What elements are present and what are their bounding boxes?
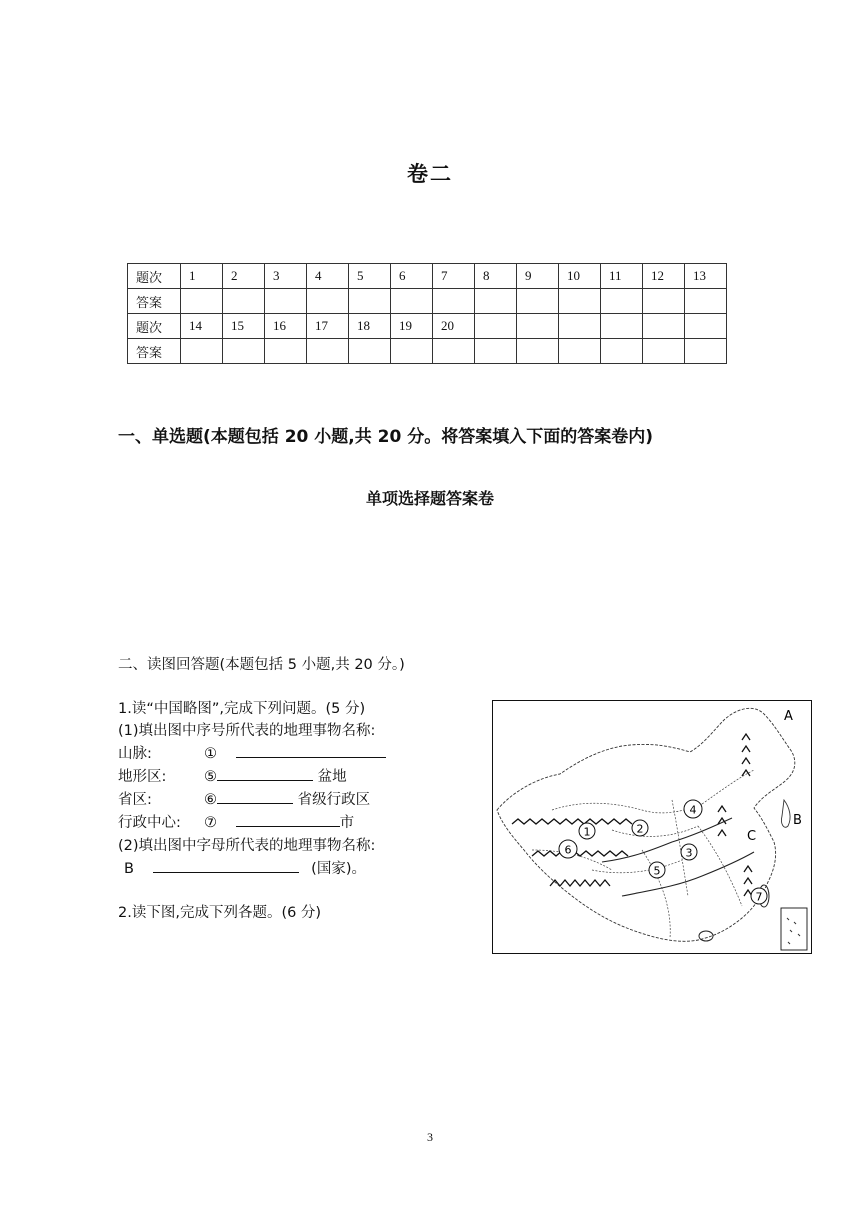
mountain-num: ①: [204, 746, 217, 762]
map-marker-4: [684, 800, 702, 818]
answer-table-cell: 11: [601, 264, 643, 289]
answer-table-cell: 1: [181, 264, 223, 289]
page-number: 3: [427, 1130, 433, 1144]
capital-answer-blank[interactable]: [236, 812, 340, 827]
answer-table-cell: 5: [349, 264, 391, 289]
capital-label: 行政中心:: [118, 815, 181, 831]
answer-table-cell: 16: [265, 314, 307, 339]
answer-table-cell: [517, 314, 559, 339]
answer-table-cell: 18: [349, 314, 391, 339]
map-marker-7: [751, 888, 767, 904]
map-letter-a: A: [784, 709, 793, 724]
answer-table-cell: [643, 314, 685, 339]
answer-table-cell[interactable]: [517, 339, 559, 364]
terrain-suffix: 盆地: [317, 769, 347, 785]
letter-suffix: (国家)。: [311, 861, 366, 877]
svg-text:7: 7: [755, 890, 763, 904]
answer-table-cell[interactable]: [475, 339, 517, 364]
answer-table-cell: 3: [265, 264, 307, 289]
svg-text:3: 3: [685, 846, 693, 860]
answer-table-cell[interactable]: [433, 339, 475, 364]
answer-table-cell[interactable]: [307, 289, 349, 314]
answer-table-cell[interactable]: [391, 289, 433, 314]
capital-num: ⑦: [204, 815, 217, 831]
answer-table-cell[interactable]: [265, 339, 307, 364]
answer-table-cell[interactable]: [433, 289, 475, 314]
answer-table-cell[interactable]: [223, 289, 265, 314]
map-letter-b: B: [793, 813, 802, 828]
answer-table-row: [128, 314, 727, 339]
answer-table-cell[interactable]: [559, 289, 601, 314]
province-suffix: 省级行政区: [297, 792, 371, 808]
q1-part2: (2)填出图中字母所代表的地理事物名称:: [118, 838, 376, 854]
letter-label: B: [124, 861, 134, 877]
answer-table-cell: 7: [433, 264, 475, 289]
answer-table-cell: [601, 314, 643, 339]
section1-subheading: 单项选择题答案卷: [365, 489, 494, 508]
answer-table-cell: 14: [181, 314, 223, 339]
answer-table-cell: 17: [307, 314, 349, 339]
answer-table-cell: 8: [475, 264, 517, 289]
svg-text:6: 6: [564, 843, 572, 857]
q1-province-line: [118, 788, 370, 809]
answer-table-cell[interactable]: [223, 339, 265, 364]
map-marker-3: [681, 844, 697, 860]
answer-table-cell: 13: [685, 264, 727, 289]
answer-table-cell[interactable]: [601, 289, 643, 314]
answer-table-cell: 20: [433, 314, 475, 339]
section2-heading: 二、读图回答题(本题包括 5 小题,共 20 分。): [118, 657, 405, 673]
answer-table-cell[interactable]: [685, 289, 727, 314]
answer-table-cell: 15: [223, 314, 265, 339]
answer-table-row: [128, 339, 727, 364]
map-marker-6: [559, 840, 577, 858]
q1-terrain-line: [118, 765, 347, 786]
mountain-label: 山脉:: [118, 746, 152, 762]
terrain-label: 地形区:: [118, 769, 167, 785]
answer-table-cell[interactable]: [601, 339, 643, 364]
q1-mountain-line: [118, 742, 386, 763]
q1-title: 1.读“中国略图”,完成下列问题。(5 分): [118, 701, 366, 717]
q1-part1: (1)填出图中序号所代表的地理事物名称:: [118, 723, 376, 739]
map-marker-5: [649, 862, 665, 878]
province-num: ⑥: [204, 792, 217, 808]
answer-table-row-label: 答案: [128, 339, 181, 364]
page-title: 卷二: [407, 162, 453, 186]
answer-table-row: [128, 264, 727, 289]
q1-letter-line: [124, 857, 366, 878]
answer-table-cell: 4: [307, 264, 349, 289]
q2-title: 2.读下图,完成下列各题。(6 分): [118, 905, 322, 921]
answer-table-cell[interactable]: [643, 289, 685, 314]
terrain-answer-blank[interactable]: [217, 766, 313, 781]
province-label: 省区:: [118, 792, 152, 808]
answer-table-cell[interactable]: [181, 289, 223, 314]
province-answer-blank[interactable]: [217, 789, 293, 804]
answer-table-cell[interactable]: [685, 339, 727, 364]
china-map: [492, 700, 812, 954]
section1-heading: 一、单选题(本题包括 20 小题,共 20 分。将答案填入下面的答案卷内): [118, 427, 653, 447]
q1-capital-line: [118, 811, 354, 832]
answer-table-cell: 9: [517, 264, 559, 289]
svg-text:1: 1: [583, 825, 591, 839]
capital-suffix: 市: [339, 815, 355, 831]
answer-table-cell[interactable]: [517, 289, 559, 314]
svg-text:4: 4: [689, 803, 697, 817]
answer-table-row-label: 题次: [128, 314, 181, 339]
letter-answer-blank[interactable]: [153, 858, 299, 873]
answer-table-cell[interactable]: [559, 339, 601, 364]
answer-table-cell[interactable]: [181, 339, 223, 364]
answer-table-cell[interactable]: [475, 289, 517, 314]
answer-table-cell: [475, 314, 517, 339]
map-letter-c: C: [747, 829, 757, 844]
answer-table-cell: 2: [223, 264, 265, 289]
map-marker-1: [579, 823, 595, 839]
answer-table-cell: [685, 314, 727, 339]
svg-text:2: 2: [636, 822, 644, 836]
answer-table: [127, 263, 727, 364]
answer-table-cell: 6: [391, 264, 433, 289]
answer-table-row-label: 题次: [128, 264, 181, 289]
answer-table-row-label: 答案: [128, 289, 181, 314]
answer-table-cell[interactable]: [349, 289, 391, 314]
answer-table-cell[interactable]: [349, 339, 391, 364]
mountain-answer-blank[interactable]: [236, 743, 386, 758]
answer-table-cell: [559, 314, 601, 339]
answer-table-cell: 10: [559, 264, 601, 289]
answer-table-row: [128, 289, 727, 314]
svg-text:5: 5: [653, 864, 661, 878]
answer-table-cell[interactable]: [643, 339, 685, 364]
answer-table-cell[interactable]: [265, 289, 307, 314]
terrain-num: ⑤: [204, 769, 217, 785]
answer-table-cell: 12: [643, 264, 685, 289]
map-marker-2: [632, 820, 648, 836]
answer-table-cell[interactable]: [307, 339, 349, 364]
answer-table-cell[interactable]: [391, 339, 433, 364]
answer-table-cell: 19: [391, 314, 433, 339]
